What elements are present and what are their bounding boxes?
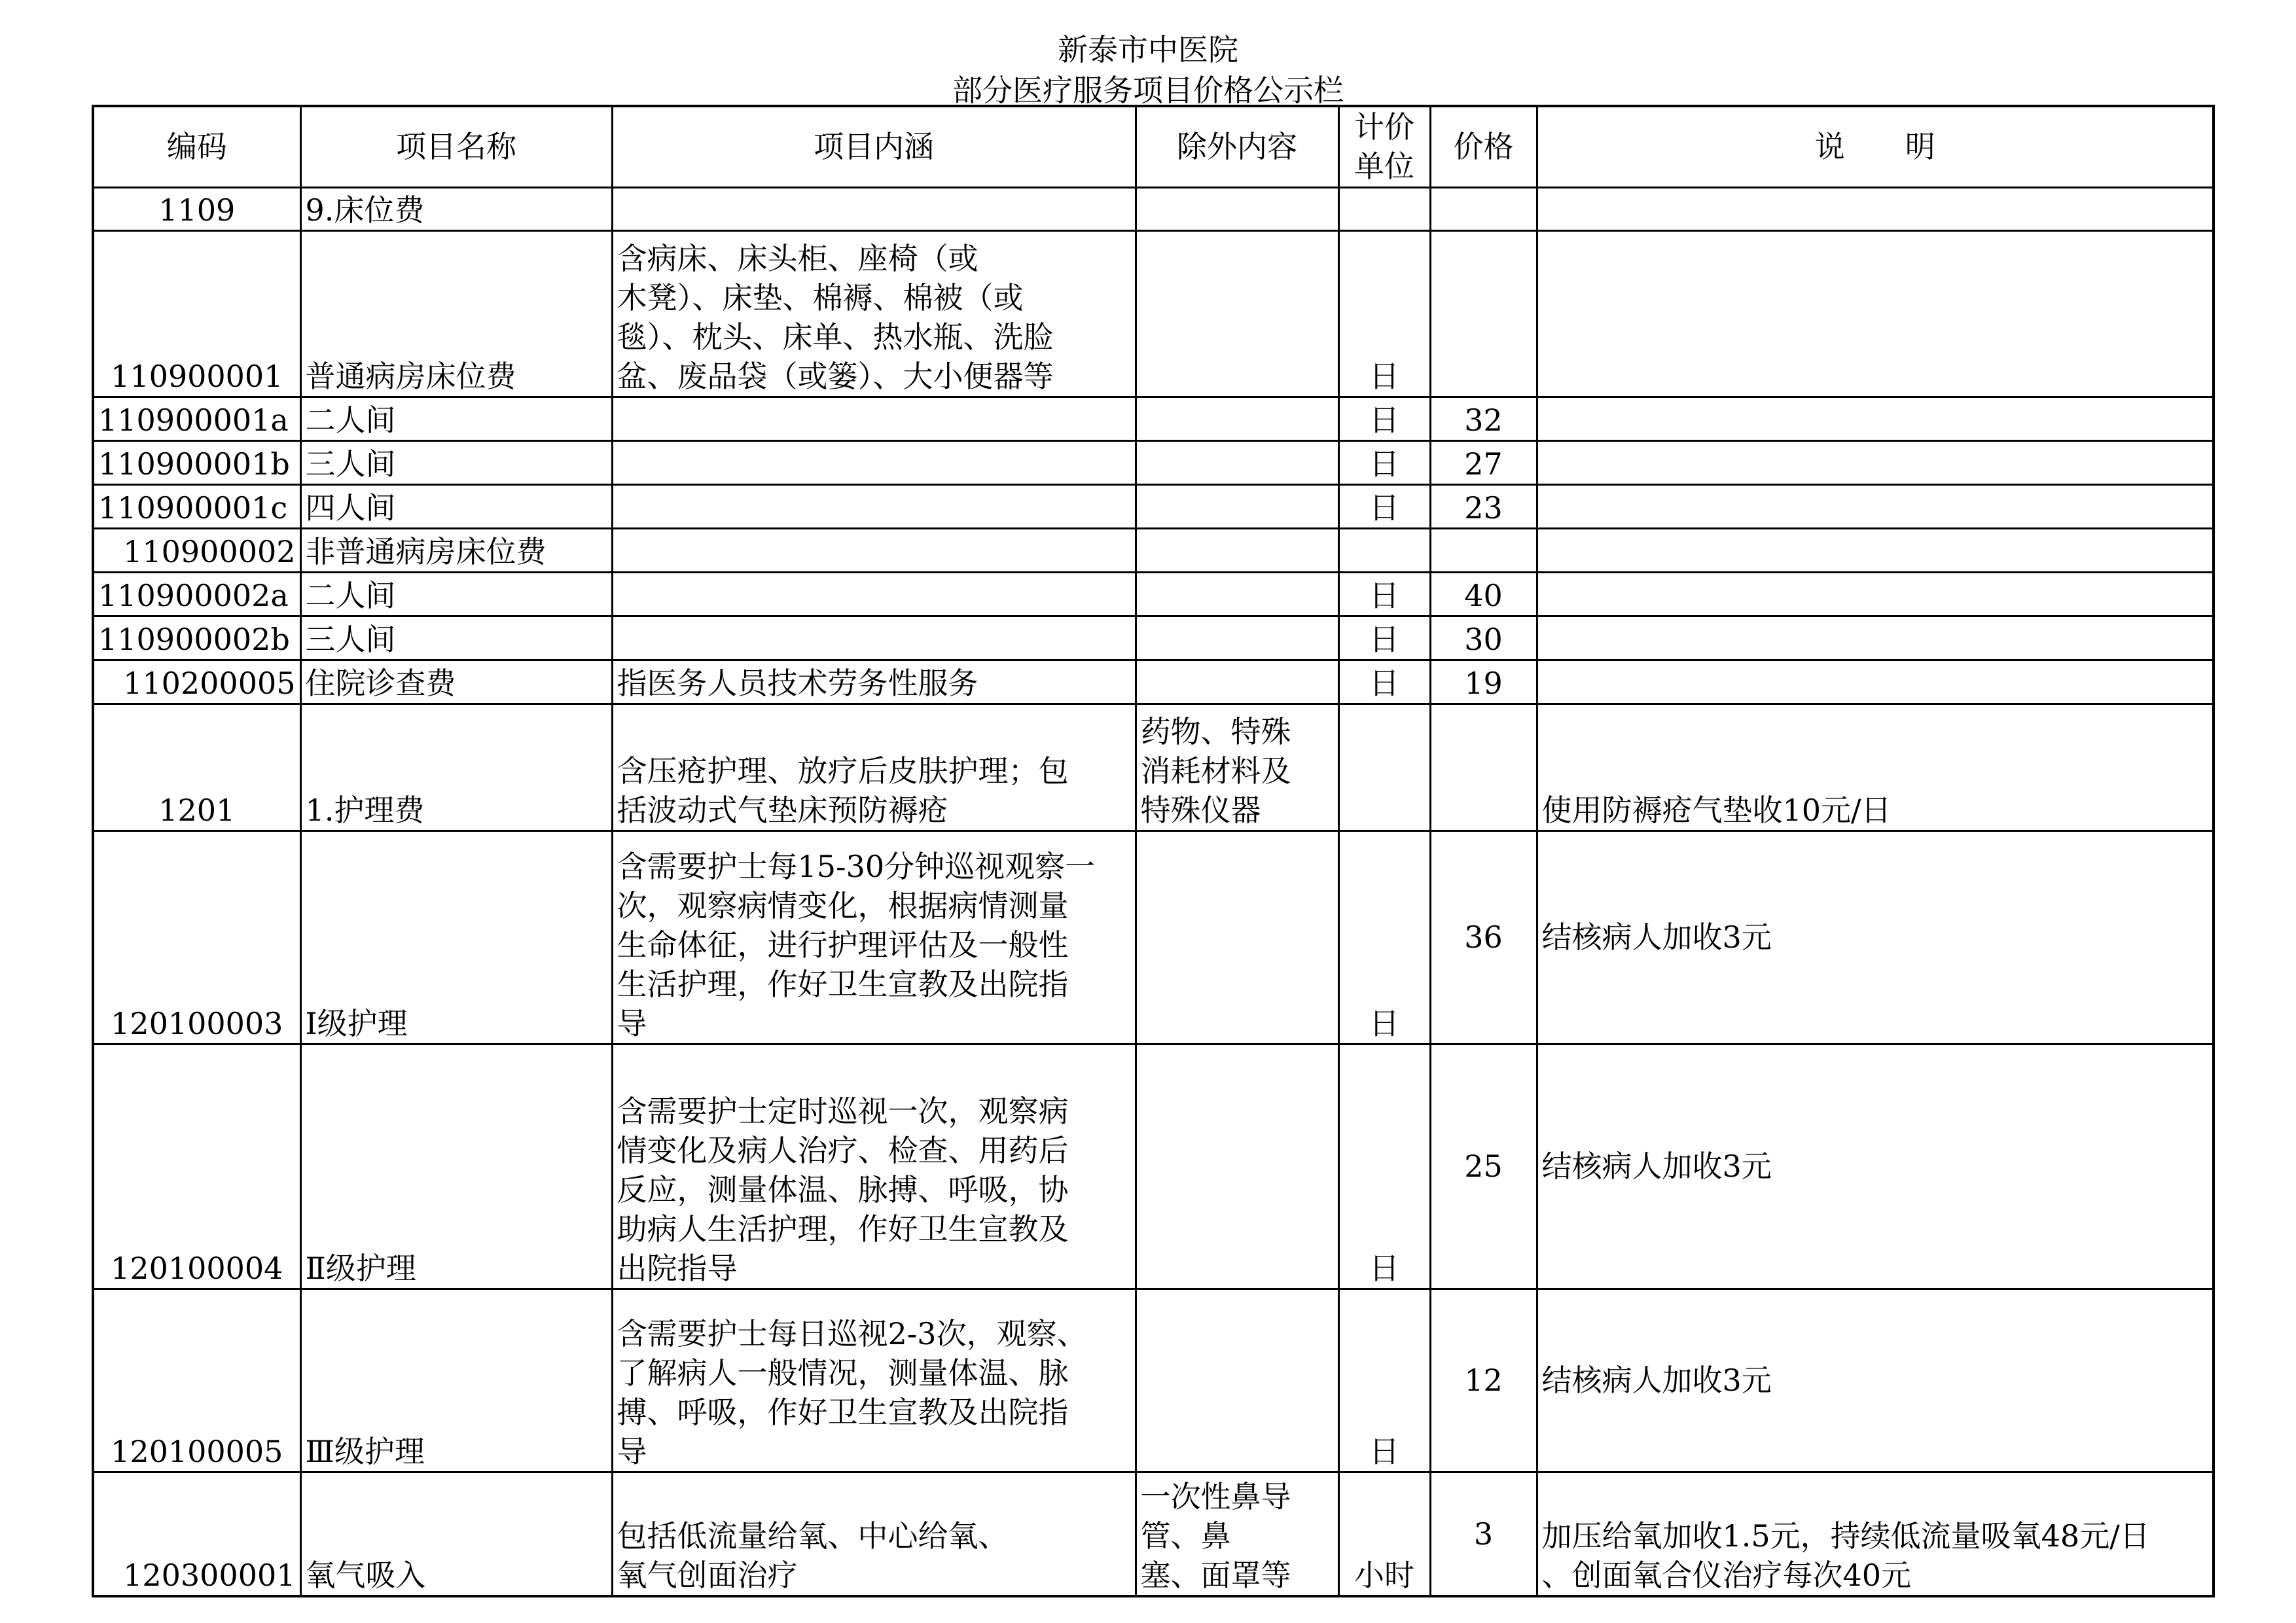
header-excluded: 除外内容 bbox=[1136, 106, 1338, 187]
cell-unit: 日 bbox=[1338, 616, 1430, 660]
cell-unit: 日 bbox=[1338, 1044, 1430, 1289]
cell-name: 住院诊查费 bbox=[300, 660, 612, 704]
cell-price: 23 bbox=[1430, 484, 1537, 528]
cell-name: Ⅰ级护理 bbox=[300, 830, 612, 1044]
header-content: 项目内涵 bbox=[612, 106, 1136, 187]
cell-price: 3 bbox=[1430, 1472, 1537, 1596]
cell-code: 110900002 bbox=[93, 528, 300, 572]
cell-excluded bbox=[1136, 230, 1338, 397]
header-row bbox=[93, 106, 2214, 187]
cell-excluded bbox=[1136, 484, 1338, 528]
cell-content bbox=[612, 484, 1136, 528]
cell-content bbox=[612, 572, 1136, 616]
cell-note bbox=[1537, 187, 2214, 230]
table-row bbox=[93, 440, 2214, 484]
cell-code: 110900001 bbox=[93, 230, 300, 397]
cell-content bbox=[612, 616, 1136, 660]
cell-unit: 日 bbox=[1338, 1289, 1430, 1472]
page-title: 部分医疗服务项目价格公示栏 bbox=[952, 73, 1344, 108]
table-row bbox=[93, 572, 2214, 616]
table-row bbox=[93, 397, 2214, 440]
cell-name: 氧气吸入 bbox=[300, 1472, 612, 1596]
cell-price bbox=[1430, 528, 1537, 572]
cell-code: 110900001a bbox=[93, 397, 300, 440]
cell-content: 含需要护士每日巡视2-3次，观察、 了解病人一般情况，测量体温、脉 搏、呼吸，作好卫生宣教及出院指 导 bbox=[612, 1289, 1136, 1472]
cell-excluded bbox=[1136, 397, 1338, 440]
cell-name: 9.床位费 bbox=[300, 187, 612, 230]
cell-code: 110200005 bbox=[93, 660, 300, 704]
cell-name: 三人间 bbox=[300, 440, 612, 484]
hospital-name: 新泰市中医院 bbox=[1058, 32, 1238, 67]
cell-content bbox=[612, 528, 1136, 572]
table-row bbox=[93, 528, 2214, 572]
cell-code: 120100003 bbox=[93, 830, 300, 1044]
cell-price: 12 bbox=[1430, 1289, 1537, 1472]
cell-excluded bbox=[1136, 528, 1338, 572]
cell-price: 27 bbox=[1430, 440, 1537, 484]
cell-note bbox=[1537, 440, 2214, 484]
cell-name: 1.护理费 bbox=[300, 704, 612, 830]
cell-unit bbox=[1338, 528, 1430, 572]
table-row bbox=[93, 187, 2214, 230]
cell-note: 结核病人加收3元 bbox=[1537, 1289, 2214, 1472]
cell-content: 包括低流量给氧、中心给氧、 氧气创面治疗 bbox=[612, 1472, 1136, 1596]
table-row bbox=[93, 830, 2214, 1044]
cell-unit: 日 bbox=[1338, 440, 1430, 484]
cell-excluded bbox=[1136, 572, 1338, 616]
cell-excluded bbox=[1136, 1044, 1338, 1289]
cell-name: Ⅱ级护理 bbox=[300, 1044, 612, 1289]
cell-name: 普通病房床位费 bbox=[300, 230, 612, 397]
cell-code: 120300001 bbox=[93, 1472, 300, 1596]
cell-excluded: 一次性鼻导 管、鼻 塞、面罩等 bbox=[1136, 1472, 1338, 1596]
header-price: 价格 bbox=[1430, 106, 1537, 187]
cell-unit: 日 bbox=[1338, 484, 1430, 528]
cell-note bbox=[1537, 230, 2214, 397]
cell-unit: 日 bbox=[1338, 397, 1430, 440]
cell-code: 120100005 bbox=[93, 1289, 300, 1472]
cell-excluded bbox=[1136, 1289, 1338, 1472]
cell-name: Ⅲ级护理 bbox=[300, 1289, 612, 1472]
header-note: 说 明 bbox=[1537, 106, 2214, 187]
cell-note bbox=[1537, 528, 2214, 572]
table-row bbox=[93, 616, 2214, 660]
cell-price: 32 bbox=[1430, 397, 1537, 440]
cell-code: 1201 bbox=[93, 704, 300, 830]
cell-unit: 日 bbox=[1338, 230, 1430, 397]
cell-name: 二人间 bbox=[300, 572, 612, 616]
header-code: 编码 bbox=[93, 106, 300, 187]
table-row bbox=[93, 1289, 2214, 1472]
table-row bbox=[93, 660, 2214, 704]
cell-name: 三人间 bbox=[300, 616, 612, 660]
cell-note bbox=[1537, 484, 2214, 528]
cell-excluded bbox=[1136, 830, 1338, 1044]
cell-note bbox=[1537, 397, 2214, 440]
cell-name: 四人间 bbox=[300, 484, 612, 528]
cell-content: 含需要护士每15-30分钟巡视观察一 次，观察病情变化，根据病情测量 生命体征，进行护理评估及一般性 生活护理，作好卫生宣教及出院指 导 bbox=[612, 830, 1136, 1044]
cell-code: 1109 bbox=[93, 187, 300, 230]
cell-content bbox=[612, 397, 1136, 440]
cell-unit bbox=[1338, 704, 1430, 830]
header-unit: 计价 单位 bbox=[1338, 106, 1430, 187]
cell-content bbox=[612, 187, 1136, 230]
table-row bbox=[93, 230, 2214, 397]
cell-note bbox=[1537, 572, 2214, 616]
cell-price: 36 bbox=[1430, 830, 1537, 1044]
table-row bbox=[93, 704, 2214, 830]
cell-note bbox=[1537, 616, 2214, 660]
cell-price: 30 bbox=[1430, 616, 1537, 660]
cell-excluded bbox=[1136, 440, 1338, 484]
cell-unit: 日 bbox=[1338, 830, 1430, 1044]
cell-code: 120100004 bbox=[93, 1044, 300, 1289]
cell-code: 110900001c bbox=[93, 484, 300, 528]
cell-note: 加压给氧加收1.5元，持续低流量吸氧48元/日 、创面氧合仪治疗每次40元 bbox=[1537, 1472, 2214, 1596]
cell-name: 二人间 bbox=[300, 397, 612, 440]
table-row bbox=[93, 1472, 2214, 1596]
cell-content: 含压疮护理、放疗后皮肤护理；包 括波动式气垫床预防褥疮 bbox=[612, 704, 1136, 830]
cell-unit: 日 bbox=[1338, 660, 1430, 704]
cell-unit: 小时 bbox=[1338, 1472, 1430, 1596]
cell-price bbox=[1430, 230, 1537, 397]
cell-excluded bbox=[1136, 187, 1338, 230]
cell-unit: 日 bbox=[1338, 572, 1430, 616]
cell-unit bbox=[1338, 187, 1430, 230]
cell-price bbox=[1430, 187, 1537, 230]
table-row bbox=[93, 484, 2214, 528]
cell-excluded bbox=[1136, 616, 1338, 660]
cell-name: 非普通病房床位费 bbox=[300, 528, 612, 572]
cell-price bbox=[1430, 704, 1537, 830]
cell-note bbox=[1537, 660, 2214, 704]
cell-code: 110900002a bbox=[93, 572, 300, 616]
cell-content bbox=[612, 440, 1136, 484]
price-table bbox=[92, 105, 2215, 1597]
cell-note: 结核病人加收3元 bbox=[1537, 1044, 2214, 1289]
cell-excluded: 药物、特殊 消耗材料及 特殊仪器 bbox=[1136, 704, 1338, 830]
cell-price: 40 bbox=[1430, 572, 1537, 616]
cell-content: 指医务人员技术劳务性服务 bbox=[612, 660, 1136, 704]
header-name: 项目名称 bbox=[300, 106, 612, 187]
cell-code: 110900001b bbox=[93, 440, 300, 484]
table-row bbox=[93, 1044, 2214, 1289]
cell-content: 含病床、床头柜、座椅（或 木凳）、床垫、棉褥、棉被（或 毯）、枕头、床单、热水瓶、洗脸 盆、废品袋（或篓）、大小便器等 bbox=[612, 230, 1136, 397]
cell-note: 使用防褥疮气垫收10元/日 bbox=[1537, 704, 2214, 830]
cell-content: 含需要护士定时巡视一次，观察病 情变化及病人治疗、检查、用药后 反应，测量体温、脉搏、呼吸，协 助病人生活护理，作好卫生宣教及 出院指导 bbox=[612, 1044, 1136, 1289]
cell-price: 25 bbox=[1430, 1044, 1537, 1289]
cell-note: 结核病人加收3元 bbox=[1537, 830, 2214, 1044]
cell-excluded bbox=[1136, 660, 1338, 704]
cell-code: 110900002b bbox=[93, 616, 300, 660]
cell-price: 19 bbox=[1430, 660, 1537, 704]
